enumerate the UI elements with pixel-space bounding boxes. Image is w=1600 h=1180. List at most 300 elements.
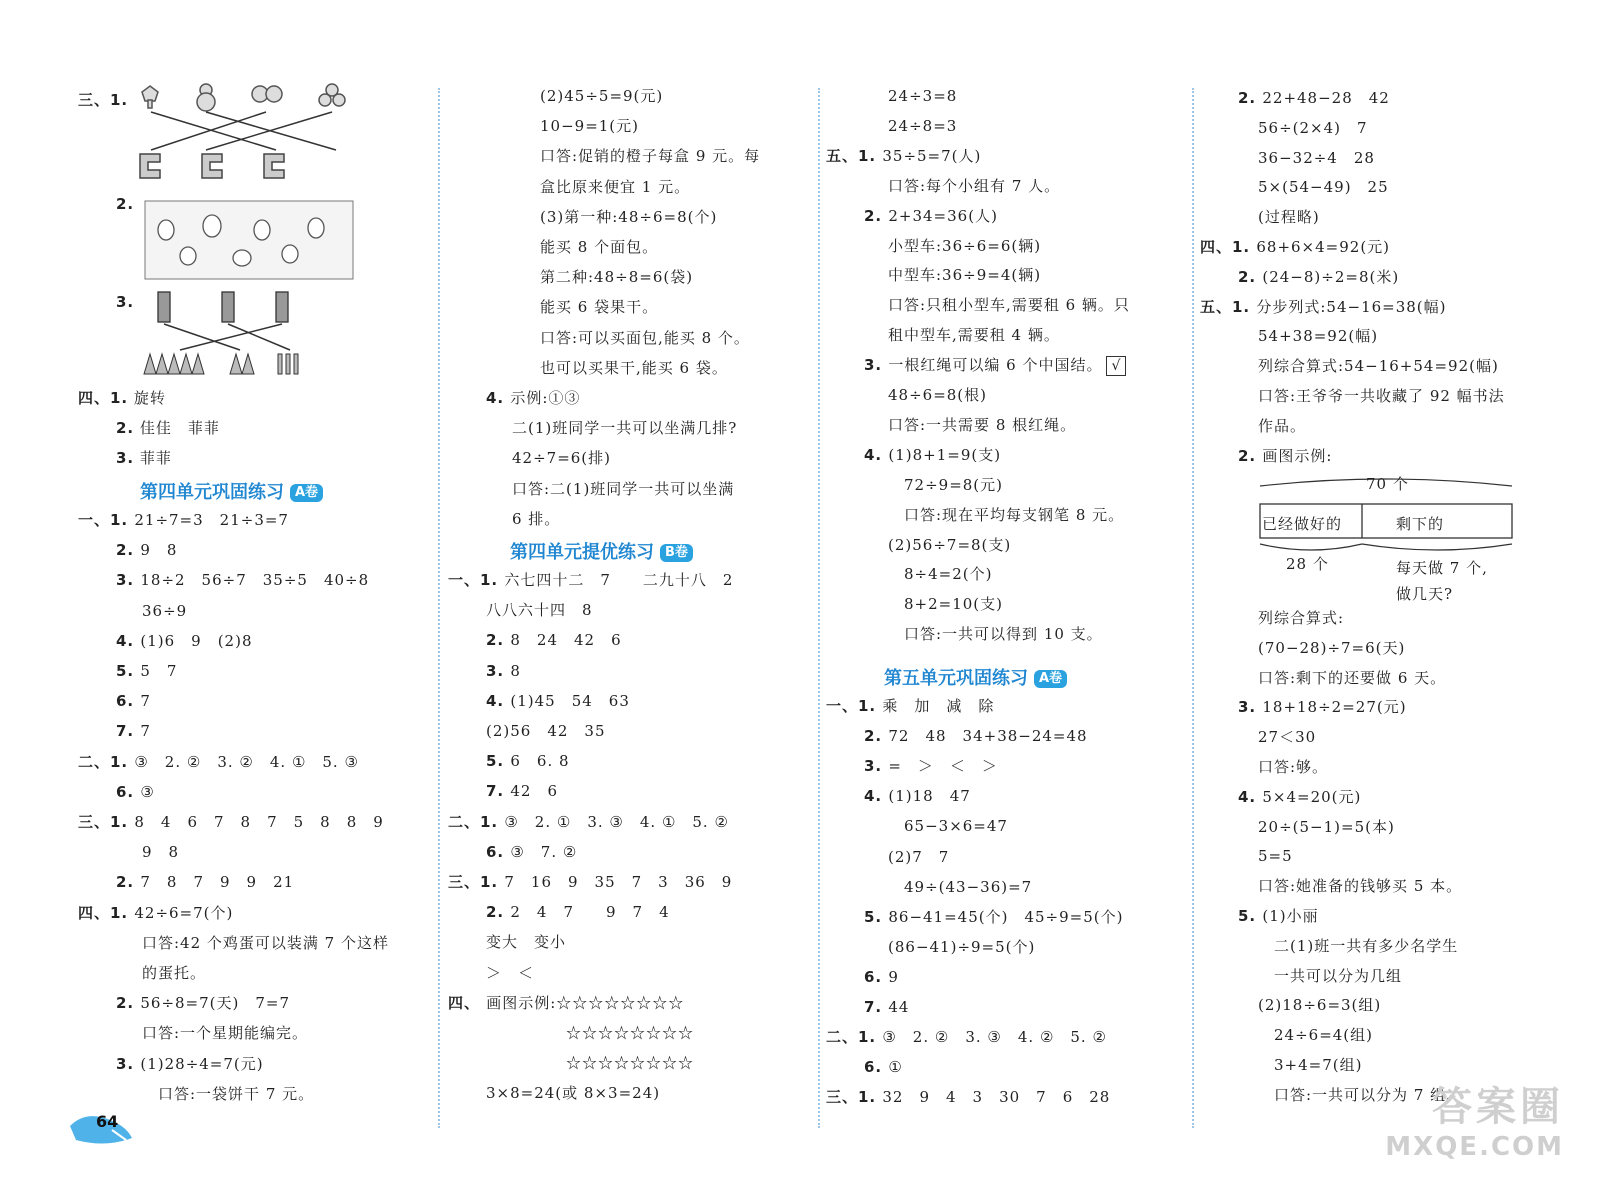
item-marker: 三、1. (78, 813, 135, 831)
answer-line (486, 1023, 694, 1043)
answer-text: 5 7 (140, 662, 178, 680)
diagram-right-under: 每天做 7 个, (1396, 559, 1488, 577)
section-heading: 第四单元提优练习 B卷 (510, 538, 693, 564)
item-marker: 三、1. (448, 873, 505, 891)
answer-line (116, 661, 177, 681)
answer-line (540, 116, 639, 136)
item-marker: 4. (116, 631, 141, 650)
item-marker: 4. (486, 389, 511, 407)
item-marker: 2. (116, 873, 141, 892)
answer-line (1258, 966, 1402, 986)
item-marker: 5. (486, 752, 511, 771)
answer-line (888, 564, 992, 584)
answer-line (888, 816, 1008, 836)
answer-text: 列综合算式: (1258, 609, 1345, 627)
item-marker: 四、 (448, 993, 487, 1012)
answer-text: 9 8 (142, 843, 180, 862)
answer-text: ③ 2. ② 3. ② 4. ① 5. ③ (134, 752, 359, 771)
answer-line (888, 535, 1011, 555)
item-marker: 2. (864, 206, 889, 225)
answer-text: 一根红绳可以编 6 个中国结。 (888, 356, 1103, 375)
answer-text: 画图示例: (1262, 446, 1333, 465)
answer-line (864, 1057, 903, 1077)
answer-text: 口答:可以买面包,能买 8 个。 (540, 328, 750, 347)
answer-text: = ＞ ＜ ＞ (888, 757, 998, 776)
diagram-right-box: 剩下的 (1396, 515, 1445, 533)
item-marker: 5. (116, 662, 141, 680)
answer-text: ☆☆☆☆☆☆☆☆ (486, 1024, 695, 1042)
answer-line (486, 963, 534, 983)
answer-text: 口答:42 个鸡蛋可以装满 7 个这样 (142, 933, 389, 952)
answer-line (826, 146, 981, 166)
answer-line (1238, 446, 1332, 466)
answer-text: 2+34=36(人) (888, 206, 998, 225)
answer-text: 24÷8=3 (888, 116, 958, 135)
answer-line (1258, 668, 1446, 688)
answer-text: 56÷(2×4) 7 (1258, 118, 1368, 137)
item-marker: 5. (864, 907, 889, 926)
answer-line (864, 355, 1126, 376)
answer-text: 65−3×6=47 (888, 817, 1008, 836)
answer-line (116, 721, 151, 741)
answer-text: 分步列式:54−16=38(幅) (1256, 297, 1447, 316)
item-marker: 4. (1238, 787, 1263, 806)
answer-line (1258, 1025, 1373, 1045)
item-marker: 7. (116, 722, 141, 741)
answer-line (116, 782, 155, 802)
answer-line (512, 479, 734, 499)
answer-text: 36÷9 (142, 601, 188, 620)
answer-text: 列综合算式:54−16+54=92(幅) (1258, 357, 1499, 376)
answer-text: 8 4 6 7 8 7 5 8 8 9 (134, 813, 384, 831)
answer-line (888, 325, 1060, 345)
answer-line (142, 933, 389, 953)
answer-text: (过程略) (1258, 208, 1320, 227)
answer-text: (2)7 7 (888, 847, 950, 866)
item-marker: 三、1. (826, 1088, 883, 1107)
answer-line (486, 932, 566, 952)
answer-text: ③ 2. ① 3. ③ 4. ① 5. ② (504, 812, 729, 831)
answer-line (888, 265, 1041, 285)
answer-text: 20÷(5−1)=5(本) (1258, 817, 1395, 836)
rabbits-figure (144, 200, 354, 280)
answer-text: (86−41)÷9=5(个) (888, 937, 1036, 956)
item-marker: 7. (864, 998, 889, 1016)
answer-line (1258, 326, 1378, 346)
answer-line (116, 1054, 264, 1074)
answer-text: (70−28)÷7=6(天) (1258, 638, 1406, 657)
answer-text: 乘 加 减 除 (882, 697, 995, 715)
item-marker: 四、1. (1200, 238, 1257, 256)
column-divider (1192, 88, 1194, 1128)
answer-line (888, 86, 957, 106)
answer-text: 口答:促销的橙子每盒 9 元。每 (540, 147, 761, 166)
answer-line (448, 570, 733, 590)
answer-line (540, 297, 658, 317)
answer-text: 中型车:36÷9=4(辆) (888, 266, 1042, 285)
answer-text: 7 8 7 9 9 21 (140, 873, 295, 892)
answer-line (486, 781, 558, 801)
answer-line (1258, 207, 1320, 227)
answer-text: 7 (140, 692, 151, 711)
answer-line (116, 540, 177, 560)
answer-text: 18+18÷2=27(元) (1262, 698, 1407, 717)
answer-line (1258, 638, 1405, 658)
answer-line (1238, 787, 1361, 807)
answer-text: 42÷7=6(排) (512, 449, 612, 468)
answer-line (116, 993, 290, 1013)
answer-line (1258, 118, 1368, 138)
diagram-left-box: 已经做好的 (1262, 515, 1343, 533)
answer-text: 21÷7=3 21÷3=7 (134, 511, 289, 529)
answer-text: 44 (888, 998, 910, 1016)
list-item: 3. 菲菲 (116, 449, 172, 467)
list-item: 2. 佳佳 菲菲 (116, 419, 220, 437)
answer-line (864, 786, 971, 806)
answer-line (888, 415, 1076, 435)
answer-text: (3)第一种:48÷6=8(个) (540, 207, 718, 226)
answer-line (1258, 608, 1344, 628)
answer-line (116, 691, 151, 711)
answer-line (116, 570, 369, 590)
item-marker: 2. (116, 994, 141, 1013)
answer-line (78, 510, 289, 530)
answer-line (142, 601, 187, 621)
answer-text: 口答:一共需要 8 根红绳。 (888, 415, 1077, 434)
diagram-total-label: 70 个 (1366, 475, 1409, 493)
item-marker: 五、1. (826, 146, 883, 165)
answer-text: 口答:只租小型车,需要租 6 辆。只 (888, 296, 1130, 315)
check-box-icon: √ (1106, 356, 1126, 376)
answer-text: 也可以买果干,能买 6 袋。 (540, 358, 728, 377)
answer-line (1238, 906, 1319, 926)
item-marker: 3. (1238, 698, 1263, 717)
answer-text: 42 6 (510, 782, 558, 801)
answer-line (1258, 386, 1505, 406)
answer-text: 口答:够。 (1258, 758, 1329, 776)
watermark: 答案圈 MXQE.COM (1385, 1084, 1564, 1162)
answer-line (888, 847, 949, 867)
answer-line (1258, 148, 1375, 168)
answer-text: 八八六十四 8 (486, 601, 593, 620)
answer-text: (1)小丽 (1262, 907, 1319, 925)
answer-text: 32 9 4 3 30 7 6 28 (882, 1088, 1111, 1107)
item-marker: 二、1. (78, 752, 135, 771)
item-marker: 一、1. (826, 697, 883, 715)
item-marker: 四、1. (78, 903, 135, 922)
answer-line (78, 903, 233, 923)
answer-line (142, 1084, 314, 1104)
answer-line (1258, 177, 1389, 197)
answer-text: 6 6. 8 (510, 752, 570, 771)
answer-text: 3+4=7(组) (1258, 1056, 1363, 1074)
item-marker: 7. (486, 782, 511, 801)
answer-line (888, 475, 1003, 495)
answer-line (486, 388, 580, 408)
item-marker: 3. (116, 1054, 141, 1073)
answer-line (486, 721, 606, 741)
answer-line (486, 751, 570, 771)
answer-text: 54+38=92(幅) (1258, 327, 1379, 346)
answer-line (826, 1087, 1110, 1107)
section-heading: 第五单元巩固练习 A卷 (884, 664, 1067, 690)
answer-line (888, 505, 1124, 525)
section-tag: B卷 (660, 544, 693, 562)
list-item: 四、1. 旋转 (78, 389, 166, 407)
answer-text: 10−9=1(元) (540, 117, 640, 136)
answer-text: 3×8=24(或 8×3=24) (486, 1084, 661, 1103)
answer-line (888, 236, 1041, 256)
answer-text: (1)28÷4=7(元) (140, 1054, 264, 1073)
answer-text: (1)8+1=9(支) (888, 445, 1002, 464)
item-marker: 6. (864, 967, 889, 986)
answer-text: 口答:一共可以得到 10 支。 (888, 625, 1103, 644)
item-marker: 2. (486, 631, 511, 650)
answer-line (888, 624, 1103, 644)
item-marker: 一、1. (78, 511, 135, 529)
answer-text: ＞ ＜ (486, 963, 535, 982)
item-marker: 2. (1238, 267, 1263, 286)
answer-line (540, 177, 690, 197)
answer-line (826, 1027, 1107, 1047)
answer-line (1258, 817, 1395, 837)
item-marker: 3. (116, 293, 135, 311)
answer-line (888, 385, 987, 405)
answer-line (1238, 267, 1399, 287)
answer-text: 口答:剩下的还要做 6 天。 (1258, 668, 1447, 687)
answer-line (1258, 1055, 1362, 1075)
answer-text: 口答:每个小组有 7 人。 (888, 176, 1061, 195)
answer-line (888, 594, 1003, 614)
answer-line (888, 937, 1035, 957)
answer-text: 画图示例:☆☆☆☆☆☆☆☆ (486, 993, 685, 1012)
answer-line (864, 907, 1123, 927)
answer-text: 35÷5=7(人) (882, 146, 982, 165)
answer-line (864, 967, 899, 987)
answer-line (1258, 356, 1499, 376)
answer-text: 8 (510, 661, 521, 680)
answer-text: 口答:王爷爷一共收藏了 92 幅书法 (1258, 387, 1505, 405)
item-marker: 3. (864, 356, 889, 375)
answer-line (142, 963, 206, 983)
answer-line (78, 752, 359, 772)
section-tag: A卷 (290, 484, 323, 502)
answer-line (1200, 237, 1390, 257)
answer-text: 72÷9=8(元) (888, 475, 1004, 494)
answer-text: (1)18 47 (888, 787, 971, 806)
answer-text: (2)18÷6=3(组) (1258, 996, 1382, 1015)
item-marker: 五、1. (1200, 297, 1257, 316)
answer-text: 能买 8 个面包。 (540, 238, 659, 256)
answer-text: 口答:一共可以分为 7 组。 (1258, 1085, 1463, 1104)
column-divider (818, 88, 820, 1128)
answer-text: 49÷(43−36)=7 (888, 877, 1033, 896)
answer-line (888, 116, 957, 136)
answer-line (486, 661, 521, 681)
answer-text: 作品。 (1258, 416, 1307, 435)
answer-line (486, 1083, 660, 1103)
answer-line (1258, 846, 1293, 866)
answer-text: 9 8 (140, 541, 178, 560)
item-marker: 6. (864, 1058, 889, 1077)
answer-text: 7 16 9 35 7 3 36 9 (504, 873, 733, 891)
answer-line (486, 1053, 694, 1073)
answer-line (78, 812, 384, 832)
answer-text: 8+2=10(支) (888, 595, 1004, 614)
answer-text: ① (888, 1058, 903, 1077)
answer-text: 口答:二(1)班同学一共可以坐满 (512, 479, 735, 498)
answer-text: 二(1)班一共有多少名学生 (1258, 936, 1459, 955)
item-marker: 一、1. (448, 571, 505, 589)
answer-line (864, 206, 998, 226)
answer-line (142, 842, 179, 862)
item-marker: 二、1. (448, 812, 505, 831)
item-marker: 3. (864, 757, 889, 776)
answer-text: (2)56÷7=8(支) (888, 535, 1012, 554)
item-marker: 3. (116, 571, 141, 590)
answer-text: 8 24 42 6 (510, 631, 622, 650)
answer-line (540, 267, 693, 287)
answer-line (888, 176, 1060, 196)
answer-line (142, 1023, 308, 1043)
answer-line (1200, 297, 1447, 317)
answer-text: 示例:①③ (510, 389, 581, 407)
item-marker: 2. (1238, 446, 1263, 465)
answer-text: 36−32÷4 28 (1258, 148, 1375, 167)
answer-text: 24÷6=4(组) (1258, 1026, 1374, 1045)
answer-text: 口答:一个星期能编完。 (142, 1024, 309, 1043)
answer-text: ☆☆☆☆☆☆☆☆ (486, 1054, 695, 1073)
item-marker: 6. (486, 842, 511, 861)
item-marker: 4. (864, 445, 889, 464)
answer-line (486, 691, 630, 711)
answer-text: 27＜30 (1258, 728, 1317, 747)
answer-text: 22+48−28 42 (1262, 89, 1390, 107)
answer-line (1258, 995, 1381, 1015)
item-marker: 三、1. (78, 91, 129, 109)
answer-line (1258, 936, 1458, 956)
item-marker: 2. (116, 195, 135, 213)
page-number: 64 (96, 1112, 119, 1131)
answer-text: 口答:她准备的钱够买 5 本。 (1258, 877, 1463, 896)
answer-line (448, 812, 729, 832)
answer-line (486, 600, 593, 620)
answer-text: 18÷2 56÷7 35÷5 40÷8 (140, 571, 370, 590)
answer-line (512, 418, 737, 438)
answer-line (116, 631, 253, 651)
diagram-left-under: 28 个 (1286, 555, 1329, 573)
answer-text: 第二种:48÷8=6(袋) (540, 268, 694, 287)
answer-line (864, 997, 909, 1017)
answer-text: (1)45 54 63 (510, 691, 630, 710)
answer-text: 变大 变小 (486, 933, 567, 952)
answer-line (540, 237, 658, 257)
answer-text: 72 48 34+38−24=48 (888, 727, 1088, 746)
item-marker: 5. (1238, 907, 1263, 925)
item-marker: 6. (116, 692, 141, 711)
answer-text: 一共可以分为几组 (1258, 966, 1403, 985)
answer-line (448, 872, 732, 892)
answer-line (540, 146, 760, 166)
answer-text: 8÷4=2(个) (888, 565, 993, 584)
answer-text: (2)56 42 35 (486, 722, 606, 740)
answer-text: 租中型车,需要租 4 辆。 (888, 326, 1060, 345)
answer-line (1238, 697, 1407, 717)
answer-line (864, 445, 1001, 465)
answer-text: 48÷6=8(根) (888, 386, 988, 404)
item-marker: 2. (864, 727, 889, 746)
answer-text: 5×4=20(元) (1262, 787, 1362, 806)
answer-text: 68+6×4=92(元) (1256, 238, 1391, 256)
answer-line (486, 842, 577, 862)
answer-line (864, 726, 1088, 746)
column-divider (438, 88, 440, 1128)
item-marker: 6. (116, 782, 141, 801)
item-marker: 4. (864, 787, 889, 806)
answer-text: 56÷8=7(天) 7=7 (140, 994, 291, 1013)
answer-text: 42÷6=7(个) (134, 903, 234, 922)
answer-line (826, 696, 994, 716)
answer-line (540, 207, 717, 227)
answer-line (512, 509, 560, 529)
answer-text: 盒比原来便宜 1 元。 (540, 177, 691, 196)
answer-line (1258, 727, 1316, 747)
answer-line (448, 993, 684, 1013)
answer-text: 的蛋托。 (142, 964, 207, 982)
answer-line (486, 630, 622, 650)
answer-text: 小型车:36÷6=6(辆) (888, 236, 1042, 255)
answer-line (116, 872, 294, 892)
answer-text: 2 4 7 9 7 4 (510, 903, 670, 922)
answer-text: 口答:现在平均每支钢笔 8 元。 (888, 505, 1125, 524)
item-marker: 3. (486, 661, 511, 680)
section-tag: A卷 (1034, 670, 1067, 688)
answer-line (864, 756, 998, 776)
section-heading: 第四单元巩固练习 A卷 (140, 478, 323, 504)
doors-trees-figure (140, 290, 320, 378)
answer-text: ③ 2. ② 3. ③ 4. ② 5. ② (882, 1028, 1107, 1047)
answer-line (486, 902, 670, 922)
answer-line (540, 328, 750, 348)
answer-text: (24−8)÷2=8(米) (1262, 267, 1400, 286)
answer-line (1258, 757, 1328, 777)
item-marker: 二、1. (826, 1028, 883, 1047)
answer-text: 9 (888, 967, 899, 986)
answer-line (888, 295, 1130, 315)
answer-line (1258, 876, 1462, 896)
answer-line (888, 877, 1032, 897)
answer-text: 能买 6 袋果干。 (540, 298, 659, 317)
answer-text: ③ 7. ② (510, 842, 578, 861)
answer-text: 二(1)班同学一共可以坐满几排? (512, 419, 738, 438)
item-marker: 2. (486, 903, 511, 922)
answer-text: 5×(54−49) 25 (1258, 178, 1389, 197)
answer-text: 5=5 (1258, 847, 1293, 866)
answer-line (1238, 88, 1390, 108)
answer-text: 六七四十二 7 二九十八 2 (504, 571, 734, 589)
item-marker: 2. (1238, 89, 1263, 107)
answer-text: 口答:一袋饼干 7 元。 (142, 1084, 315, 1103)
answer-text: 7 (140, 722, 151, 741)
answer-line (540, 358, 728, 378)
answer-line (540, 86, 663, 106)
item-marker: 2. (116, 541, 141, 560)
answer-text: 24÷3=8 (888, 87, 958, 105)
answer-text: 6 排。 (512, 509, 561, 528)
shape-matching-figure (136, 82, 356, 188)
answer-text: ③ (140, 782, 155, 801)
answer-text: (2)45÷5=9(元) (540, 87, 664, 105)
